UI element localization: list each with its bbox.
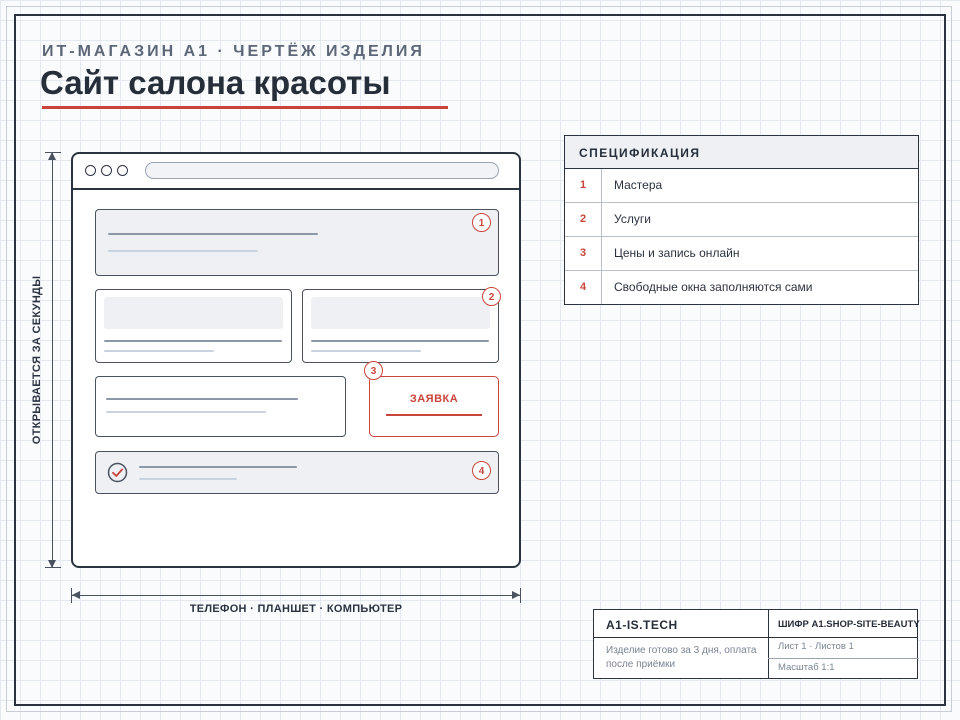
page-title: Сайт салона красоты bbox=[40, 64, 391, 101]
spec-row-text: Мастера bbox=[614, 178, 663, 192]
browser-mockup bbox=[71, 152, 521, 568]
spec-row-number: 4 bbox=[565, 271, 602, 304]
spec-row-text: Цены и запись онлайн bbox=[614, 246, 740, 260]
sheet-info: Лист 1 · Листов 1 bbox=[778, 641, 854, 652]
spec-row bbox=[565, 271, 918, 304]
drawing-code: ШИФР A1.SHOP-SITE-BEAUTY bbox=[778, 619, 920, 630]
check-circle-icon bbox=[107, 462, 128, 483]
booking-block bbox=[95, 451, 499, 494]
spec-row-number: 2 bbox=[565, 203, 602, 236]
specification-table bbox=[564, 135, 919, 305]
arrow-left-icon bbox=[72, 591, 80, 599]
spec-row-text: Услуги bbox=[614, 212, 651, 226]
price-block bbox=[95, 376, 346, 437]
scale-info: Масштаб 1:1 bbox=[778, 662, 835, 673]
browser-toolbar bbox=[73, 154, 519, 190]
window-dot-icon bbox=[117, 165, 128, 176]
callout-badge: 4 bbox=[472, 461, 491, 480]
request-button[interactable] bbox=[369, 376, 499, 437]
spec-row-text: Свободные окна заполняются сами bbox=[614, 280, 813, 294]
callout-badge: 2 bbox=[482, 287, 501, 306]
page-kicker: ИТ-МАГАЗИН А1 · ЧЕРТЁЖ ИЗДЕЛИЯ bbox=[42, 43, 425, 60]
brand-name: A1-IS.TECH bbox=[606, 618, 678, 632]
arrow-up-icon bbox=[48, 152, 56, 160]
card-block bbox=[302, 289, 499, 363]
address-bar bbox=[145, 162, 499, 179]
request-button-label: ЗАЯВКА bbox=[409, 393, 459, 405]
arrow-down-icon bbox=[48, 560, 56, 568]
spec-row bbox=[565, 203, 918, 237]
title-underline bbox=[42, 106, 448, 109]
spec-row bbox=[565, 237, 918, 271]
arrow-right-icon bbox=[512, 591, 520, 599]
horizontal-dimension-label: ТЕЛЕФОН · ПЛАНШЕТ · КОМПЬЮТЕР bbox=[189, 603, 403, 615]
callout-badge: 3 bbox=[364, 361, 383, 380]
spec-row-number: 1 bbox=[565, 169, 602, 202]
window-dot-icon bbox=[101, 165, 112, 176]
vertical-dimension-label: ОТКРЫВАЕТСЯ ЗА СЕКУНДЫ bbox=[31, 275, 43, 445]
callout-badge: 1 bbox=[472, 213, 491, 232]
spec-row-number: 3 bbox=[565, 237, 602, 270]
card-block bbox=[95, 289, 292, 363]
hero-block bbox=[95, 209, 499, 276]
spec-row bbox=[565, 169, 918, 203]
title-block bbox=[593, 609, 918, 679]
window-dot-icon bbox=[85, 165, 96, 176]
delivery-note: Изделие готово за 3 дня, оплата после приёмки bbox=[606, 645, 757, 670]
specification-title: СПЕЦИФИКАЦИЯ bbox=[565, 136, 918, 169]
